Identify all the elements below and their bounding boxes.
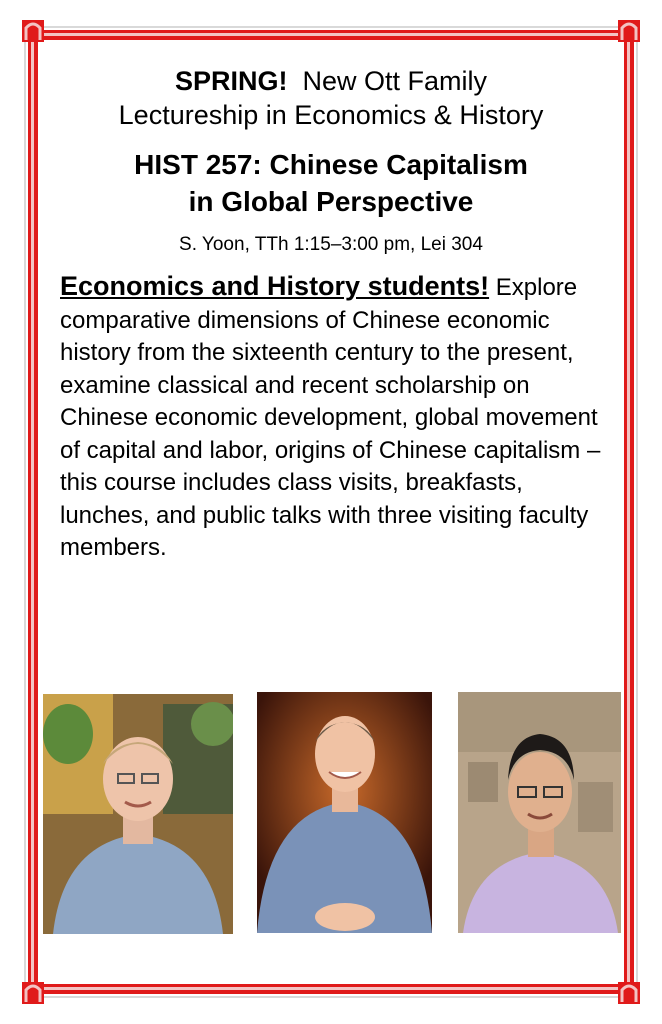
faculty-portrait-2-icon — [257, 692, 432, 933]
course-title-line2: in Global Perspective — [188, 186, 474, 217]
border-outer-left — [24, 40, 26, 984]
faculty-portrait-1-icon — [43, 694, 233, 934]
course-title — [60, 146, 602, 220]
flyer-content — [60, 60, 602, 565]
lectureship-line1: New Ott Family — [302, 66, 488, 96]
course-description — [60, 270, 602, 565]
border-top — [40, 30, 622, 40]
corner-ornament-icon — [616, 18, 642, 44]
corner-ornament-icon — [20, 18, 46, 44]
lectureship-line2: Lectureship in Economics & History — [118, 100, 544, 130]
corner-ornament-icon — [20, 980, 46, 1006]
border-left — [28, 40, 38, 984]
border-outer-bottom — [40, 996, 622, 998]
corner-ornament-icon — [616, 980, 642, 1006]
course-title-line1: HIST 257: Chinese Capitalism — [134, 149, 528, 180]
faculty-portrait-3-icon — [458, 692, 621, 933]
border-outer-right — [636, 40, 638, 984]
border-right — [624, 40, 634, 984]
description-lead: Economics and History students! — [60, 271, 490, 301]
course-meta: S. Yoon, TTh 1:15–3:00 pm, Lei 304 — [179, 234, 483, 255]
border-outer-top — [40, 26, 622, 28]
headline — [60, 64, 602, 132]
faculty-photos — [43, 692, 619, 935]
spring-label: SPRING! — [174, 66, 288, 96]
description-text: Explore comparative dimensions of Chinese economic history from the sixteenth century to the present, examine classical and recent scholarship on Chinese economic development, global movement of capital and labor, origins of Chinese capitalism – this course includes class visits, breakfasts, lunches, and public talks with three visiting faculty members. — [60, 274, 601, 561]
border-bottom — [40, 984, 622, 994]
